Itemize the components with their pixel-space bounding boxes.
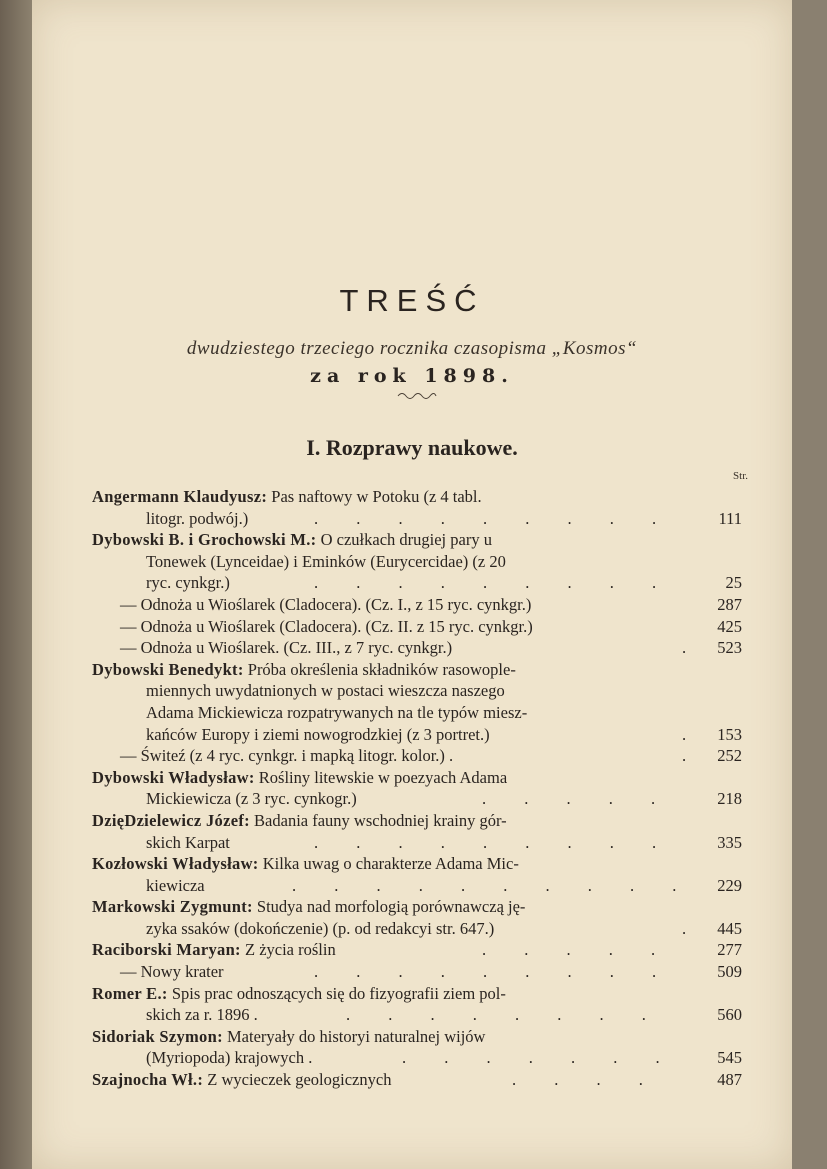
toc-text: litogr. podwój.) <box>146 508 249 528</box>
toc-dots: . . . . . . . . <box>346 1005 663 1025</box>
toc-text: Spis prac odnoszących się do fizyografii ziem pol- <box>167 983 506 1003</box>
section-heading: I. Rozprawy naukowe. <box>306 435 518 460</box>
toc-dots: . . . . <box>512 1070 660 1090</box>
toc-dots: . . . . . . . . . <box>314 573 674 593</box>
toc-line <box>92 529 742 551</box>
document-page <box>32 0 792 1169</box>
toc-text: — Nowy krater <box>120 962 224 982</box>
toc-line <box>92 508 742 530</box>
toc-line <box>92 637 742 659</box>
toc-line <box>92 810 742 832</box>
toc-author: Sidoriak Szymon: <box>92 1026 223 1046</box>
toc-text: Materyały do historyi naturalnej wijów <box>222 1026 486 1046</box>
toc-dots: . <box>682 746 704 766</box>
toc-text: Próba określenia składników rasowople- <box>243 659 516 679</box>
toc-author: Szajnocha Wł.: <box>92 1070 204 1090</box>
toc-dots: . . . . . . . . . <box>314 508 674 528</box>
year-heading: za rok 1898. <box>310 365 514 387</box>
toc-text: Badania fauny wschodniej krainy gór- <box>249 810 507 830</box>
toc-line <box>92 745 742 767</box>
toc-line <box>92 961 742 983</box>
toc-line <box>92 875 742 897</box>
toc-page-number: 218 <box>717 789 742 809</box>
toc-page-number: 560 <box>717 1005 742 1025</box>
toc-page-number: 252 <box>717 746 742 766</box>
page-title: TREŚĆ <box>339 283 485 318</box>
toc-author: Dybowski B. i Grochowski M.: <box>92 530 317 550</box>
toc-page-number: 509 <box>717 962 742 982</box>
toc-author: Kozłowski Władysław: <box>92 854 259 874</box>
toc-text: Adama Mickiewicza rozpatrywanych na tle typów miesz- <box>146 702 528 722</box>
toc-line <box>92 551 742 573</box>
toc-line <box>92 788 742 810</box>
toc-line <box>92 853 742 875</box>
toc-line <box>92 594 742 616</box>
toc-page-number: 335 <box>717 832 742 852</box>
toc-text: miennych uwydatnionych w postaci wieszcza naszego <box>146 681 505 701</box>
toc-line <box>92 1047 742 1069</box>
page-edge-right <box>792 0 827 1169</box>
toc-text: Tonewek (Lynceidae) i Eminków (Eurycercidae) (z 20 <box>146 551 506 571</box>
toc-text: Z życia roślin <box>240 940 336 960</box>
toc-line <box>92 702 742 724</box>
table-of-contents <box>92 486 742 1091</box>
toc-page-number: 277 <box>717 940 742 960</box>
toc-author: DzięDzielewicz Józef: <box>92 810 250 830</box>
toc-text: Z wycieczek geologicznych <box>203 1070 392 1090</box>
toc-page-number: 487 <box>717 1070 742 1090</box>
toc-text: kiewicza <box>146 875 205 895</box>
toc-author: Markowski Zygmunt: <box>92 897 253 917</box>
toc-text: skich Karpat <box>146 832 230 852</box>
toc-text: Kilka uwag o charakterze Adama Mic- <box>258 854 519 874</box>
toc-line <box>92 983 742 1005</box>
toc-text: Rośliny litewskie w poezyach Adama <box>254 767 508 787</box>
toc-line <box>92 680 742 702</box>
toc-text: Pas naftowy w Potoku (z 4 tabl. <box>267 487 482 506</box>
toc-page-number: 523 <box>717 638 742 658</box>
toc-page-number: 445 <box>717 918 742 938</box>
toc-text: zyka ssaków (dokończenie) (p. od redakcyi str. 647.) <box>146 918 495 938</box>
toc-line <box>92 832 742 854</box>
toc-page-number: 111 <box>718 508 742 528</box>
toc-line <box>92 724 742 746</box>
toc-text: skich za r. 1896 . <box>146 1005 258 1025</box>
toc-text: Mickiewicza (z 3 ryc. cynkogr.) <box>146 789 357 809</box>
toc-text: ryc. cynkgr.) <box>146 573 230 593</box>
toc-author: Romer E.: <box>92 983 168 1003</box>
toc-line <box>92 896 742 918</box>
toc-dots: . <box>682 638 704 658</box>
toc-page-number: 287 <box>717 594 742 614</box>
toc-dots: . <box>682 724 704 744</box>
wave-ornament-icon <box>397 390 437 402</box>
toc-author: Dybowski Benedykt: <box>92 659 244 679</box>
toc-dots: . <box>682 918 704 938</box>
page-edge-left <box>0 0 32 1169</box>
toc-page-number: 25 <box>725 573 742 593</box>
toc-text: — Świteź (z 4 ryc. cynkgr. i mapką litogr. kolor.) . <box>120 746 454 766</box>
toc-line <box>92 1069 742 1091</box>
toc-dots: . . . . . . . . . . <box>292 875 694 895</box>
page-subtitle: dwudziestego trzeciego rocznika czasopisma „Kosmos“ <box>186 338 638 359</box>
toc-line <box>92 918 742 940</box>
toc-text: — Odnoża u Wioślarek. (Cz. III., z 7 ryc. cynkgr.) <box>120 638 453 658</box>
toc-line <box>92 1026 742 1048</box>
toc-line <box>92 486 742 508</box>
toc-text: Studya nad morfologią porównawczą ję- <box>252 897 526 917</box>
toc-line <box>92 659 742 681</box>
page-column-label: Str. <box>733 470 748 482</box>
toc-text: — Odnoża u Wioślarek (Cladocera). (Cz. I., z 15 ryc. cynkgr.) <box>120 594 532 614</box>
toc-text: — Odnoża u Wioślarek (Cladocera). (Cz. II. z 15 ryc. cynkgr.) <box>120 616 533 636</box>
toc-line <box>92 1004 742 1026</box>
toc-line <box>92 616 742 638</box>
toc-page-number: 425 <box>717 616 742 636</box>
toc-page-number: 545 <box>717 1048 742 1068</box>
toc-dots: . . . . . <box>482 940 673 960</box>
toc-dots: . . . . . <box>482 789 673 809</box>
toc-text: (Myriopoda) krajowych . <box>146 1048 313 1068</box>
toc-author: Dybowski Władysław: <box>92 767 255 787</box>
toc-text: O czułkach drugiej pary u <box>316 530 492 550</box>
toc-page-number: 229 <box>717 875 742 895</box>
toc-dots: . . . . . . . <box>402 1048 677 1068</box>
toc-line <box>92 939 742 961</box>
toc-text: kańców Europy i ziemi nowogrodzkiej (z 3 portret.) <box>146 724 490 744</box>
toc-dots: . . . . . . . . . <box>314 832 674 852</box>
toc-page-number: 153 <box>717 724 742 744</box>
toc-line <box>92 572 742 594</box>
toc-author: Angermann Klaudyusz: <box>92 487 268 506</box>
toc-line <box>92 767 742 789</box>
toc-dots: . . . . . . . . . <box>314 962 674 982</box>
toc-author: Raciborski Maryan: <box>92 940 241 960</box>
